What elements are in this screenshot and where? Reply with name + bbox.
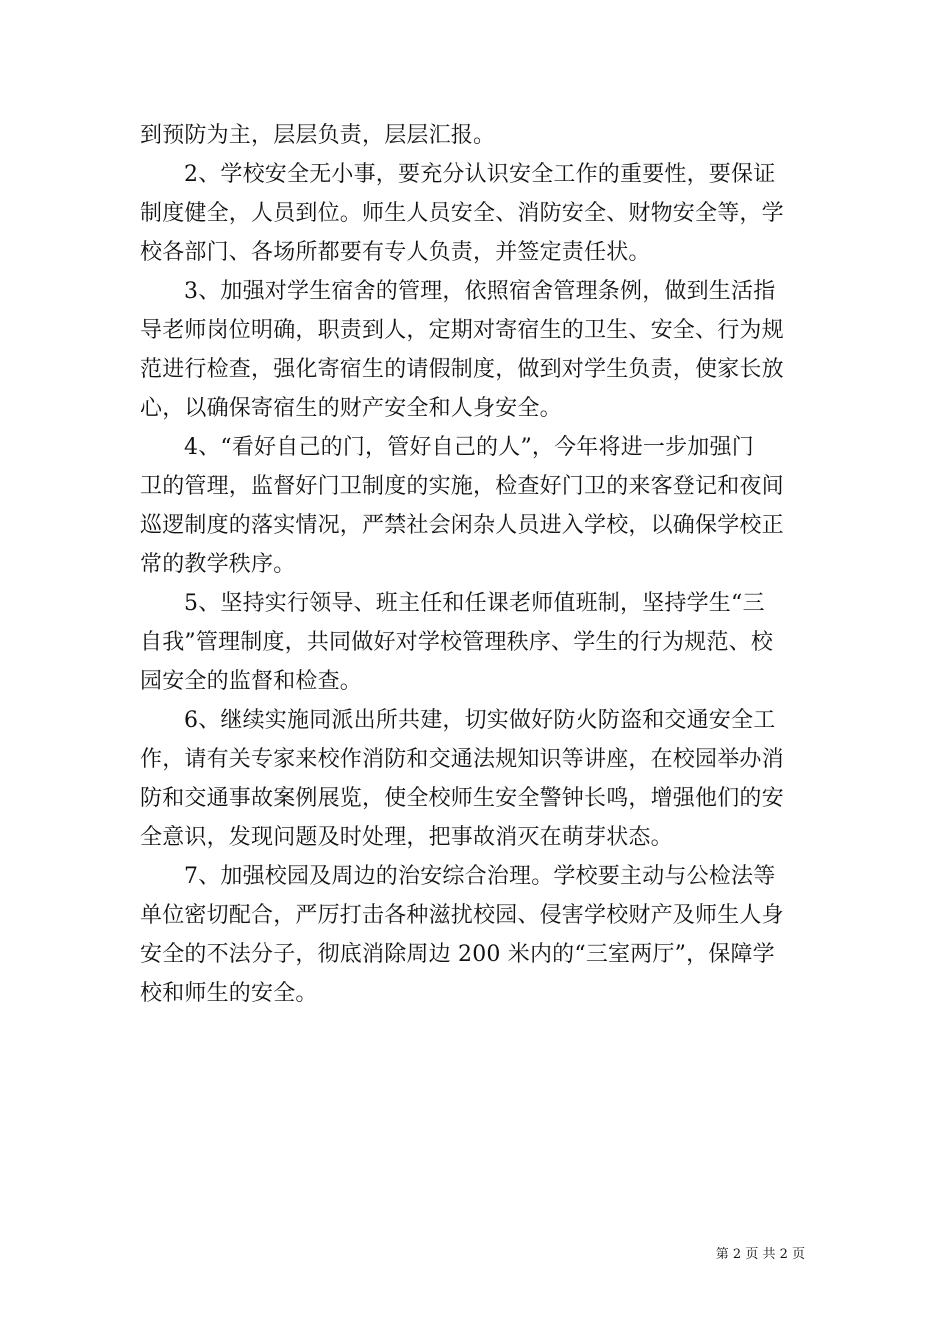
text-line: 校和师生的安全。: [140, 981, 318, 1006]
paragraph-first-line: 5、坚持实行领导、班主任和任课老师值班制，坚持学生“三: [184, 591, 765, 616]
text-line: 卫的管理，监督好门卫制度的实施，检查好门卫的来客登记和夜间: [140, 474, 784, 499]
text-line: 常的教学秩序。: [140, 552, 296, 577]
text-line: 到预防为主，层层负责，层层汇报。: [140, 123, 496, 148]
text-line: 制度健全，人员到位。师生人员安全、消防安全、财物安全等，学: [140, 201, 784, 226]
text-line: 导老师岗位明确，职责到人，定期对寄宿生的卫生、安全、行为规: [140, 318, 784, 343]
text-line: 作，请有关专家来校作消防和交通法规知识等讲座，在校园举办消: [140, 747, 784, 772]
text-line: 校各部门、各场所都要有专人负责，并签定责任状。: [140, 240, 651, 265]
text-line: 巡逻制度的落实情况，严禁社会闲杂人员进入学校，以确保学校正: [140, 513, 784, 538]
text-line: 范进行检查，强化寄宿生的请假制度，做到对学生负责，使家长放: [140, 357, 784, 382]
text-line: 园安全的监督和检查。: [140, 669, 363, 694]
text-line: 防和交通事故案例展览，使全校师生安全警钟长鸣，增强他们的安: [140, 786, 784, 811]
paragraph-first-line: 4、“看好自己的门，管好自己的人”，今年将进一步加强门: [184, 435, 754, 460]
paragraph-first-line: 7、加强校园及周边的治安综合治理。学校要主动与公检法等: [184, 864, 776, 889]
paragraph-first-line: 3、加强对学生宿舍的管理，依照宿舍管理条例，做到生活指: [184, 279, 776, 304]
text-line: 单位密切配合，严厉打击各种滋扰校园、侵害学校财产及师生人身: [140, 903, 784, 928]
text-line: 全意识，发现问题及时处理，把事故消灭在萌芽状态。: [140, 825, 673, 850]
document-body: [140, 116, 808, 1013]
paragraph-first-line: 2、学校安全无小事，要充分认识安全工作的重要性，要保证: [184, 162, 776, 187]
page-number: 第 2 页 共 2 页: [715, 1247, 805, 1262]
paragraph-first-line: 6、继续实施同派出所共建，切实做好防火防盗和交通安全工: [184, 708, 776, 733]
text-line: 自我”管理制度，共同做好对学校管理秩序、学生的行为规范、校: [140, 630, 774, 655]
text-line: 心，以确保寄宿生的财产安全和人身安全。: [140, 396, 562, 421]
text-line: 安全的不法分子，彻底消除周边 200 米内的“三室两厅”，保障学: [140, 942, 775, 967]
